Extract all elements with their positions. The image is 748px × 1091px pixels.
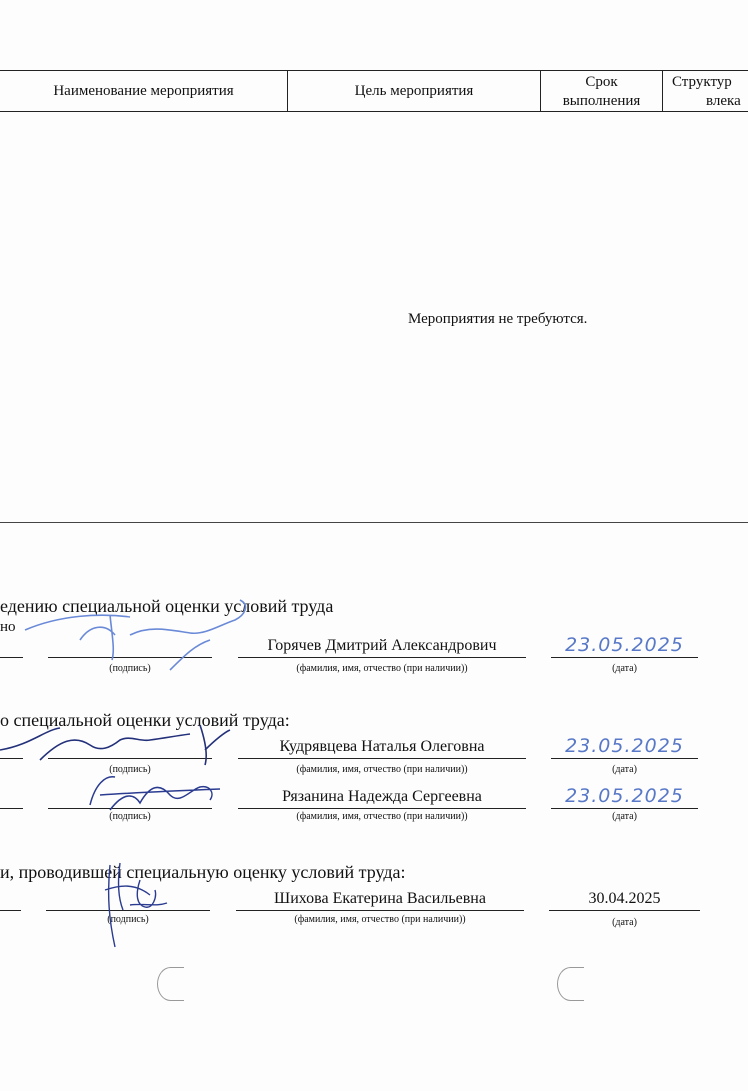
date-line (551, 758, 698, 759)
name-line (236, 910, 524, 911)
date-caption: (дата) (612, 917, 637, 928)
expert-signature (95, 855, 175, 950)
punch-hole (557, 967, 584, 1001)
date-caption: (дата) (612, 811, 637, 822)
fio-caption: (фамилия, имя, отчество (при наличии)) (296, 663, 468, 674)
signature-caption: (подпись) (109, 811, 151, 822)
table-header-bottom-border (0, 111, 748, 112)
expert-heading: и, проводившей специальную оценку условий труда: (0, 862, 406, 882)
fio-caption: (фамилия, имя, отчество (при наличии)) (294, 914, 466, 925)
chair-date: 23.05.2025 (565, 634, 684, 656)
chair-signature (20, 595, 260, 675)
signature-caption: (подпись) (109, 764, 151, 775)
name-line (238, 657, 526, 658)
chair-name: Горячев Дмитрий Александрович (267, 637, 497, 654)
signature-caption: (подпись) (109, 663, 151, 674)
date-caption: (дата) (612, 663, 637, 674)
expert-date: 30.04.2025 (588, 890, 661, 907)
commission-heading-cont: но (0, 619, 16, 635)
member-signature (80, 765, 230, 825)
table-col-divider (662, 70, 663, 111)
fio-caption: (фамилия, имя, отчество (при наличии)) (296, 764, 468, 775)
header-event-name: Наименование мероприятия (53, 83, 234, 99)
date-line (551, 808, 698, 809)
member-name: Рязанина Надежда Сергеевна (282, 788, 482, 805)
table-body-text: Мероприятия не требуются. (408, 311, 588, 327)
date-line (551, 657, 698, 658)
punch-hole (157, 967, 184, 1001)
expert-name: Шихова Екатерина Васильевна (274, 890, 486, 907)
member-name: Кудрявцева Наталья Олеговна (279, 738, 485, 755)
date-line (549, 910, 700, 911)
member-date: 23.05.2025 (565, 735, 684, 757)
signature-caption: (подпись) (107, 914, 149, 925)
name-line (238, 758, 526, 759)
line-left (0, 808, 23, 809)
fio-caption: (фамилия, имя, отчество (при наличии)) (296, 811, 468, 822)
members-heading: о специальной оценки условий труда: (0, 710, 290, 730)
header-deadline: Срок выполнения (562, 74, 641, 109)
member-date: 23.05.2025 (565, 785, 684, 807)
header-event-goal: Цель мероприятия (354, 83, 474, 99)
table-top-border (0, 70, 748, 71)
header-structure: Структур влека (672, 74, 741, 109)
date-caption: (дата) (612, 764, 637, 775)
commission-heading: едению специальной оценки условий труда (0, 596, 334, 616)
name-line (238, 808, 526, 809)
table-bottom-border (0, 522, 748, 523)
line-left (0, 910, 21, 911)
